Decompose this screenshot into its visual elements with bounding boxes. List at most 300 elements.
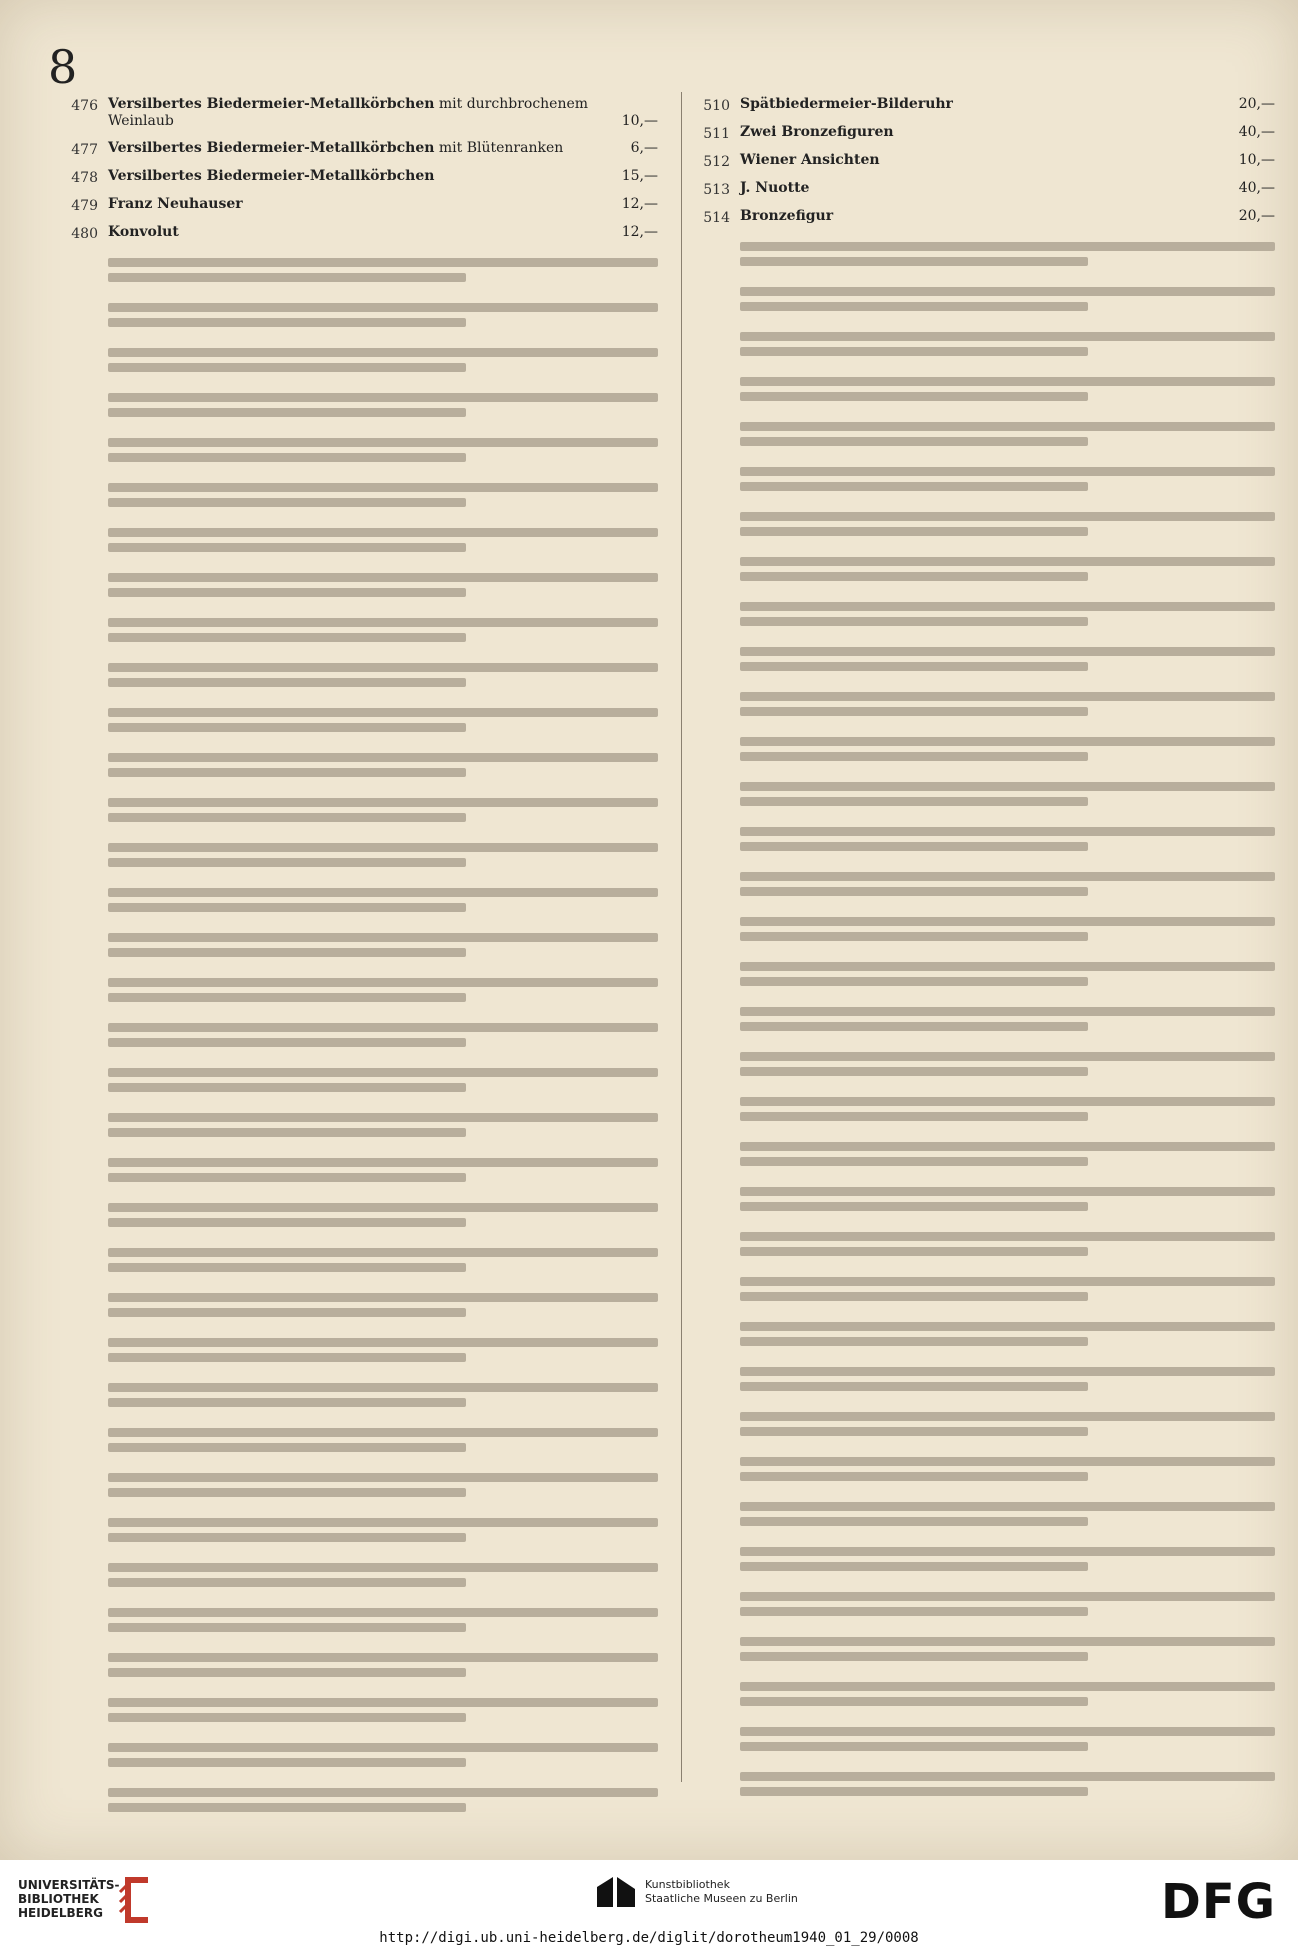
lot-entry-placeholder [690, 1091, 1275, 1126]
lot-number-placeholder [58, 522, 98, 557]
lot-description-placeholder [740, 596, 1275, 631]
text-line-placeholder [740, 1202, 1088, 1211]
text-line-placeholder [740, 797, 1088, 806]
text-line-placeholder [740, 1502, 1275, 1511]
lot-entry-placeholder [690, 1586, 1275, 1621]
lot-entry-placeholder [58, 702, 658, 737]
lot-entry-placeholder [58, 252, 658, 287]
lot-entry-placeholder [58, 297, 658, 332]
text-line-placeholder [108, 1158, 658, 1167]
text-line-placeholder [108, 1743, 658, 1752]
lot-number: 510 [703, 98, 730, 114]
lot-number-placeholder [690, 1316, 730, 1351]
lot-entry-placeholder [690, 956, 1275, 991]
text-line-placeholder [740, 962, 1275, 971]
text-line-placeholder [108, 1473, 658, 1482]
text-line-placeholder [740, 872, 1275, 881]
lot-entry [58, 224, 658, 242]
lot-number-placeholder [690, 1226, 730, 1261]
text-line-placeholder [740, 692, 1275, 701]
text-line-placeholder [740, 1637, 1275, 1646]
lot-description-placeholder [740, 641, 1275, 676]
lot-entry-placeholder [58, 1782, 658, 1817]
text-line-placeholder [108, 1623, 466, 1632]
lot-number-placeholder [690, 1001, 730, 1036]
text-line-placeholder [740, 437, 1088, 446]
text-line-placeholder [740, 1367, 1275, 1376]
text-line-placeholder [740, 662, 1088, 671]
lot-title: Zwei Bronzefiguren [740, 124, 894, 140]
lot-description-placeholder [108, 1107, 658, 1142]
lot-title: J. Nuotte [740, 180, 810, 196]
lot-entry-placeholder [58, 477, 658, 512]
lot-price: 6,— [630, 140, 658, 156]
lot-number-placeholder [690, 1631, 730, 1666]
lot-entry-placeholder [690, 506, 1275, 541]
text-line-placeholder [740, 1787, 1088, 1796]
text-line-placeholder [740, 302, 1088, 311]
lot-number-placeholder [58, 252, 98, 287]
lot-number-placeholder [690, 281, 730, 316]
lot-description-placeholder [108, 477, 658, 512]
lot-description [740, 208, 1275, 226]
lot-number-placeholder [58, 1737, 98, 1772]
footer [0, 1860, 1298, 1959]
text-line-placeholder [740, 1322, 1275, 1331]
lot-description-placeholder [108, 1062, 658, 1097]
text-line-placeholder [740, 422, 1275, 431]
text-line-placeholder [740, 932, 1088, 941]
lot-number-placeholder [58, 1062, 98, 1097]
lot-description-placeholder [108, 657, 658, 692]
lot-description-placeholder [108, 1512, 658, 1547]
lot-description-placeholder [740, 1001, 1275, 1036]
lot-number-placeholder [690, 821, 730, 856]
text-line-placeholder [108, 708, 658, 717]
lot-number-placeholder [690, 1361, 730, 1396]
text-line-placeholder [108, 1803, 466, 1812]
lot-price: 15,— [621, 168, 658, 184]
text-line-placeholder [108, 588, 466, 597]
text-line-placeholder [740, 512, 1275, 521]
lot-number-placeholder [58, 657, 98, 692]
text-line-placeholder [108, 1023, 658, 1032]
lot-number-placeholder [690, 776, 730, 811]
lot-price: 20,— [1238, 96, 1275, 112]
lot-description-placeholder [108, 1422, 658, 1457]
text-line-placeholder [108, 363, 466, 372]
lot-number-placeholder [58, 387, 98, 422]
lot-description-placeholder [740, 1541, 1275, 1576]
text-line-placeholder [108, 633, 466, 642]
text-line-placeholder [108, 408, 466, 417]
text-line-placeholder [740, 1682, 1275, 1691]
text-line-placeholder [740, 377, 1275, 386]
lot-description [108, 96, 658, 130]
source-url[interactable]: http://digi.ub.uni-heidelberg.de/diglit/dorotheum1940_01_29/0008 [379, 1930, 919, 1946]
lot-number-placeholder [690, 1676, 730, 1711]
lot-entry-placeholder [690, 641, 1275, 676]
lot-number-placeholder [58, 1197, 98, 1232]
lot-number-placeholder [690, 956, 730, 991]
lot-entry-placeholder [58, 1107, 658, 1142]
lot-number: 512 [703, 154, 730, 170]
text-line-placeholder [108, 1653, 658, 1662]
text-line-placeholder [108, 663, 658, 672]
text-line-placeholder [740, 977, 1088, 986]
lot-entry-placeholder [690, 1406, 1275, 1441]
lot-entry-placeholder [58, 1692, 658, 1727]
lot-description-placeholder [108, 1467, 658, 1502]
lot-entry-placeholder [690, 776, 1275, 811]
lot-price: 20,— [1238, 208, 1275, 224]
text-line-placeholder [740, 917, 1275, 926]
text-line-placeholder [108, 1608, 658, 1617]
text-line-placeholder [740, 1772, 1275, 1781]
lot-entry-placeholder [690, 1496, 1275, 1531]
text-line-placeholder [108, 1398, 466, 1407]
lot-entry-placeholder [58, 1377, 658, 1412]
text-line-placeholder [740, 1412, 1275, 1421]
text-line-placeholder [108, 1173, 466, 1182]
lot-number-placeholder [690, 1136, 730, 1171]
lot-entry [690, 208, 1275, 226]
text-line-placeholder [740, 1232, 1275, 1241]
lot-number-placeholder [690, 1406, 730, 1441]
text-line-placeholder [108, 1338, 658, 1347]
text-line-placeholder [108, 1248, 658, 1257]
lot-description-placeholder [108, 1692, 658, 1727]
text-line-placeholder [108, 1308, 466, 1317]
lot-number-placeholder [690, 1721, 730, 1756]
lot-entry-placeholder [690, 326, 1275, 361]
lot-number: 513 [703, 182, 730, 198]
text-line-placeholder [108, 813, 466, 822]
text-line-placeholder [108, 1668, 466, 1677]
lot-price: 10,— [1238, 152, 1275, 168]
lot-description [108, 140, 658, 158]
lot-description-placeholder [740, 1406, 1275, 1441]
text-line-placeholder [108, 303, 658, 312]
lot-description-placeholder [740, 956, 1275, 991]
lot-number-placeholder [690, 371, 730, 406]
text-line-placeholder [740, 1382, 1088, 1391]
lot-description-placeholder [108, 612, 658, 647]
lot-title: Konvolut [108, 224, 179, 240]
text-line-placeholder [740, 1007, 1275, 1016]
text-line-placeholder [108, 753, 658, 762]
lot-entry [58, 96, 658, 130]
lot-description-placeholder [108, 1557, 658, 1592]
lot-number-placeholder [690, 1046, 730, 1081]
lot-entry-placeholder [690, 731, 1275, 766]
column-divider [681, 92, 682, 1782]
text-line-placeholder [108, 1068, 658, 1077]
text-line-placeholder [108, 903, 466, 912]
lot-entry-placeholder [58, 522, 658, 557]
text-line-placeholder [740, 572, 1088, 581]
lot-entry-placeholder [690, 1316, 1275, 1351]
text-line-placeholder [108, 543, 466, 552]
text-line-placeholder [740, 1292, 1088, 1301]
lot-entry [58, 168, 658, 186]
text-line-placeholder [740, 257, 1088, 266]
lot-entry-placeholder [58, 1557, 658, 1592]
text-line-placeholder [740, 707, 1088, 716]
text-line-placeholder [108, 1293, 658, 1302]
text-line-placeholder [108, 258, 658, 267]
text-line-placeholder [740, 752, 1088, 761]
lot-number-placeholder [58, 837, 98, 872]
lot-description [740, 152, 1275, 170]
text-line-placeholder [740, 1187, 1275, 1196]
lot-number-placeholder [58, 1647, 98, 1682]
lot-entry-placeholder [58, 792, 658, 827]
lot-number-placeholder [58, 1467, 98, 1502]
lot-number-placeholder [58, 567, 98, 602]
text-line-placeholder [108, 1353, 466, 1362]
lot-entry-placeholder [690, 596, 1275, 631]
lot-number-placeholder [58, 1512, 98, 1547]
lot-entry-placeholder [690, 1631, 1275, 1666]
lot-description-placeholder [740, 1721, 1275, 1756]
lot-number-placeholder [58, 972, 98, 1007]
lot-description-placeholder [740, 416, 1275, 451]
lot-number-placeholder [690, 596, 730, 631]
lot-number-placeholder [58, 342, 98, 377]
lot-description-placeholder [108, 432, 658, 467]
text-line-placeholder [108, 348, 658, 357]
lot-number-placeholder [58, 747, 98, 782]
lot-description-placeholder [740, 1316, 1275, 1351]
lot-number-placeholder [58, 702, 98, 737]
lot-description-placeholder [740, 1271, 1275, 1306]
lot-description [740, 124, 1275, 142]
lot-entry-placeholder [58, 342, 658, 377]
lot-title: Versilbertes Biedermeier-Metallkörbchen [108, 96, 435, 112]
lot-number-placeholder [690, 551, 730, 586]
lot-entry-placeholder [690, 1271, 1275, 1306]
lot-entry-placeholder [690, 416, 1275, 451]
text-line-placeholder [108, 993, 466, 1002]
text-line-placeholder [740, 1607, 1088, 1616]
lot-entry-placeholder [58, 1152, 658, 1187]
text-line-placeholder [740, 1142, 1275, 1151]
lot-entry-placeholder [58, 1197, 658, 1232]
lot-entry-placeholder [58, 1242, 658, 1277]
lot-number: 477 [71, 142, 98, 158]
lot-description-placeholder [740, 1091, 1275, 1126]
lot-entry-placeholder [690, 281, 1275, 316]
lot-number-placeholder [58, 297, 98, 332]
kunstbibliothek-logo-icon [595, 1875, 637, 1909]
lot-number-placeholder [690, 866, 730, 901]
text-line-placeholder [108, 858, 466, 867]
lot-description-placeholder [108, 342, 658, 377]
text-line-placeholder [740, 737, 1275, 746]
lot-description-placeholder [740, 1136, 1275, 1171]
lot-description-placeholder [740, 1451, 1275, 1486]
lot-description [740, 96, 1275, 114]
lot-description-placeholder [108, 1017, 658, 1052]
lot-description-placeholder [740, 281, 1275, 316]
text-line-placeholder [740, 1067, 1088, 1076]
text-line-placeholder [108, 1443, 466, 1452]
text-line-placeholder [108, 618, 658, 627]
text-line-placeholder [108, 1113, 658, 1122]
lot-title: Wiener Ansichten [740, 152, 880, 168]
lot-entry-placeholder [690, 1046, 1275, 1081]
lot-description-placeholder [108, 702, 658, 737]
lot-entry-placeholder [58, 567, 658, 602]
lot-entry-placeholder [58, 882, 658, 917]
lot-description-placeholder [108, 1737, 658, 1772]
lot-title: Versilbertes Biedermeier-Metallkörbchen [108, 140, 435, 156]
lot-number-placeholder [690, 326, 730, 361]
lot-entry-placeholder [58, 1647, 658, 1682]
text-line-placeholder [740, 1742, 1088, 1751]
text-line-placeholder [108, 498, 466, 507]
text-line-placeholder [108, 948, 466, 957]
lot-number-placeholder [690, 1091, 730, 1126]
lot-description-placeholder [108, 522, 658, 557]
lot-text: mit Blütenranken [438, 140, 564, 156]
lot-description-placeholder [108, 792, 658, 827]
lot-entry-placeholder [690, 551, 1275, 586]
text-line-placeholder [740, 1157, 1088, 1166]
text-line-placeholder [740, 392, 1088, 401]
lot-title: Franz Neuhauser [108, 196, 243, 212]
lot-entry-placeholder [58, 1602, 658, 1637]
lot-entry-placeholder [58, 972, 658, 1007]
lot-number-placeholder [58, 1332, 98, 1367]
lot-description-placeholder [740, 1181, 1275, 1216]
lot-number-placeholder [58, 792, 98, 827]
text-line-placeholder [740, 347, 1088, 356]
text-line-placeholder [108, 1698, 658, 1707]
lot-price: 12,— [621, 196, 658, 212]
lot-description-placeholder [108, 747, 658, 782]
text-line-placeholder [108, 528, 658, 537]
lot-description-placeholder [108, 1647, 658, 1682]
lot-entry [690, 180, 1275, 198]
lot-number-placeholder [690, 1766, 730, 1801]
lot-description-placeholder [740, 461, 1275, 496]
text-line-placeholder [108, 888, 658, 897]
lot-number-placeholder [58, 882, 98, 917]
text-line-placeholder [108, 273, 466, 282]
text-line-placeholder [740, 887, 1088, 896]
lot-title: Bronzefigur [740, 208, 834, 224]
text-line-placeholder [740, 1652, 1088, 1661]
lot-description [108, 168, 658, 186]
lot-number-placeholder [58, 1602, 98, 1637]
lot-description-placeholder [108, 972, 658, 1007]
lot-number: 476 [71, 98, 98, 114]
lot-description-placeholder [108, 252, 658, 287]
lot-number-placeholder [690, 641, 730, 676]
text-line-placeholder [740, 1592, 1275, 1601]
lot-description-placeholder [740, 551, 1275, 586]
text-line-placeholder [740, 617, 1088, 626]
lot-entry-placeholder [58, 1062, 658, 1097]
lot-number-placeholder [690, 686, 730, 721]
lot-entry-placeholder [58, 1422, 658, 1457]
lot-entry-placeholder [58, 657, 658, 692]
lot-entry-placeholder [58, 837, 658, 872]
lot-description-placeholder [108, 927, 658, 962]
text-line-placeholder [740, 1427, 1088, 1436]
lot-entry-placeholder [58, 387, 658, 422]
text-line-placeholder [740, 242, 1275, 251]
lot-number-placeholder [58, 477, 98, 512]
lot-description-placeholder [108, 1602, 658, 1637]
text-line-placeholder [108, 1713, 466, 1722]
text-line-placeholder [740, 1472, 1088, 1481]
lot-price: 40,— [1238, 180, 1275, 196]
lot-entry-placeholder [58, 1017, 658, 1052]
lot-number-placeholder [58, 612, 98, 647]
lot-number-placeholder [690, 506, 730, 541]
text-line-placeholder [108, 1128, 466, 1137]
lot-number: 480 [71, 226, 98, 242]
text-line-placeholder [108, 1788, 658, 1797]
lot-entry-placeholder [690, 1721, 1275, 1756]
text-line-placeholder [740, 557, 1275, 566]
text-line-placeholder [740, 1517, 1088, 1526]
lot-description-placeholder [740, 326, 1275, 361]
text-line-placeholder [108, 393, 658, 402]
text-line-placeholder [740, 1247, 1088, 1256]
lot-description-placeholder [740, 506, 1275, 541]
kunstbibliothek-label: Kunstbibliothek Staatliche Museen zu Berlin [645, 1878, 798, 1905]
lot-description-placeholder [740, 236, 1275, 271]
lot-entry-placeholder [690, 1451, 1275, 1486]
text-line-placeholder [740, 1277, 1275, 1286]
text-line-placeholder [108, 1578, 466, 1587]
lot-entry-placeholder [690, 911, 1275, 946]
lot-entry-placeholder [690, 1766, 1275, 1801]
lot-title: Spätbiedermeier-Bilderuhr [740, 96, 953, 112]
lot-entry-placeholder [58, 432, 658, 467]
lot-entry-placeholder [690, 1136, 1275, 1171]
lot-entry-placeholder [690, 1361, 1275, 1396]
text-line-placeholder [740, 1097, 1275, 1106]
lot-entry-placeholder [58, 927, 658, 962]
lot-description-placeholder [740, 686, 1275, 721]
text-line-placeholder [108, 1518, 658, 1527]
lot-number-placeholder [690, 911, 730, 946]
lot-description-placeholder [740, 1226, 1275, 1261]
text-line-placeholder [740, 782, 1275, 791]
lot-entry-placeholder [690, 866, 1275, 901]
lot-description [108, 224, 658, 242]
lot-number-placeholder [690, 1271, 730, 1306]
lot-number-placeholder [690, 1496, 730, 1531]
lot-price: 10,— [621, 113, 658, 129]
text-line-placeholder [108, 1383, 658, 1392]
lot-title: Versilbertes Biedermeier-Metallkörbchen [108, 168, 435, 184]
text-line-placeholder [740, 647, 1275, 656]
lot-entry-placeholder [58, 1467, 658, 1502]
text-line-placeholder [108, 933, 658, 942]
lot-description-placeholder [108, 567, 658, 602]
lot-number-placeholder [690, 731, 730, 766]
lot-description-placeholder [740, 731, 1275, 766]
lot-number: 511 [703, 126, 730, 142]
lot-number-placeholder [690, 461, 730, 496]
lot-number-placeholder [690, 1181, 730, 1216]
